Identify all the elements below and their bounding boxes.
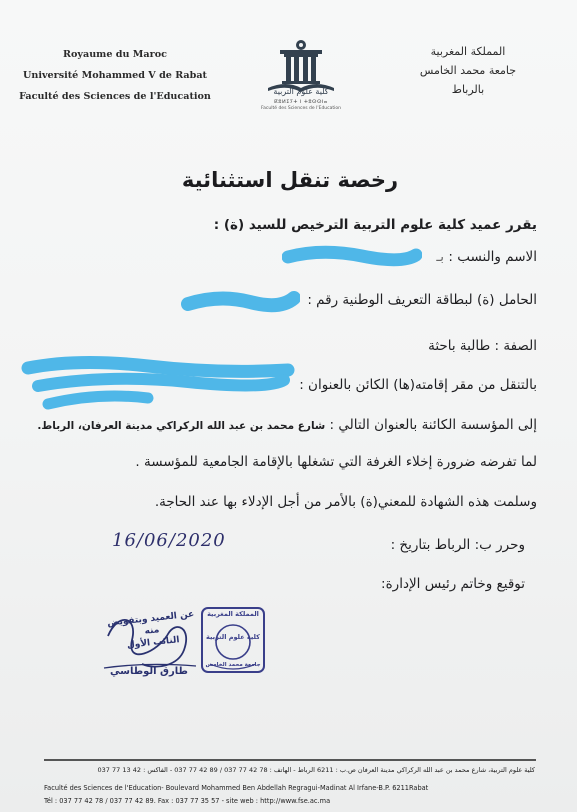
move-line [299, 377, 537, 393]
redaction-address [18, 352, 298, 418]
signature-line-1: عن العميد وبتفويض منه [106, 609, 195, 637]
footer-french-contact: Tél : 037 77 42 78 / 037 77 42 89. Fax : 037 77 35 57 - site web : http://www.fse.ac.ma [44, 797, 331, 805]
footer-arabic: كلية علوم التربية، شارع محمد بن عبد الله الركراكي مدينة العرفان ص.ب : 6211 الرباط - الهاتف : 78 42 77 037 / 89 42 77 037 - الفاكس : 42 13 77 037 [97, 766, 535, 774]
logo-arabic-text: كلية علوم التربية [273, 87, 329, 96]
name-label: الاسم والنسب : [448, 249, 537, 265]
document-title: رخصة تنقل استثنائية [181, 168, 399, 192]
header-fr-line-2: Université Mohammed V de Rabat [22, 70, 207, 81]
place-date-line [391, 537, 525, 553]
arabic-header [403, 42, 533, 99]
french-header [10, 44, 220, 107]
logo-tifinagh-text: ⴽⵓⵍⵉⵢⵜ ⵏ ⵜⵓⵙⵙⵏⴰ [274, 99, 328, 105]
stamp-middle-text: كلية علوم التربية [206, 633, 260, 641]
redaction-id [180, 284, 300, 316]
signature-label: توقيع وخاتم رئيس الإدارة: [381, 576, 525, 592]
header-ar-line-1: المملكة المغربية [430, 45, 506, 58]
destination-value: شارع محمد بن عبد الله الركراكي مدينة العرفان، الرباط. [37, 420, 326, 432]
header-fr-line-1: Royaume du Maroc [63, 49, 167, 60]
status-value: طالبة باحثة [428, 338, 491, 354]
delivered-line: وسلمت هذه الشهادة للمعني(ة) بالأمر من أجل الإدلاء بها عند الحاجة. [154, 494, 537, 510]
header-ar-line-3: بالرباط [451, 83, 485, 96]
intro-line: يقرر عميد كلية علوم التربية الترخيص للسيد (ة) : [213, 217, 537, 233]
place-date-label: وحرر ب: الرباط بتاريخ : [390, 537, 525, 553]
name-line [436, 249, 537, 265]
id-line [307, 292, 537, 308]
id-label: الحامل (ة) لبطاقة التعريف الوطنية رقم : [307, 292, 537, 308]
status-label: الصفة : [494, 338, 537, 354]
redaction-name [282, 244, 422, 270]
header-ar-line-2: جامعة محمد الخامس [419, 64, 517, 77]
logo-french-text: Faculté des Sciences de l'Education [260, 106, 342, 111]
destination-line [37, 417, 537, 433]
handwritten-date: 16/06/2020 [112, 530, 226, 551]
signature-line-2: النائب الأول [126, 635, 181, 651]
signatory-name: طارق الوطاسي [110, 666, 188, 677]
footer-divider [44, 759, 536, 761]
reason-line: لما تفرضه ضرورة إخلاء الغرفة التي تشغلها بالإقامة الجامعية للمؤسسة . [135, 454, 537, 470]
status-line [428, 338, 537, 354]
name-value: بـ [436, 249, 445, 265]
move-label: بالتنقل من مقر إقامته(ها) الكائن بالعنوان : [299, 377, 537, 393]
destination-label: إلى المؤسسة الكائنة بالعنوان التالي : [329, 417, 537, 433]
stamp-top-text: المملكة المغربية [207, 610, 259, 618]
stamp-bottom-text: جامعة محمد الخامس [205, 662, 261, 668]
footer-french-address: Faculté des Sciences de l'Education- Boulevard Mohammed Ben Abdellah Regragui-Madinat Al Irfane-B.P. 6211Rabat [44, 784, 429, 792]
header-fr-line-3: Faculté des Sciences de l'Education [19, 91, 211, 102]
